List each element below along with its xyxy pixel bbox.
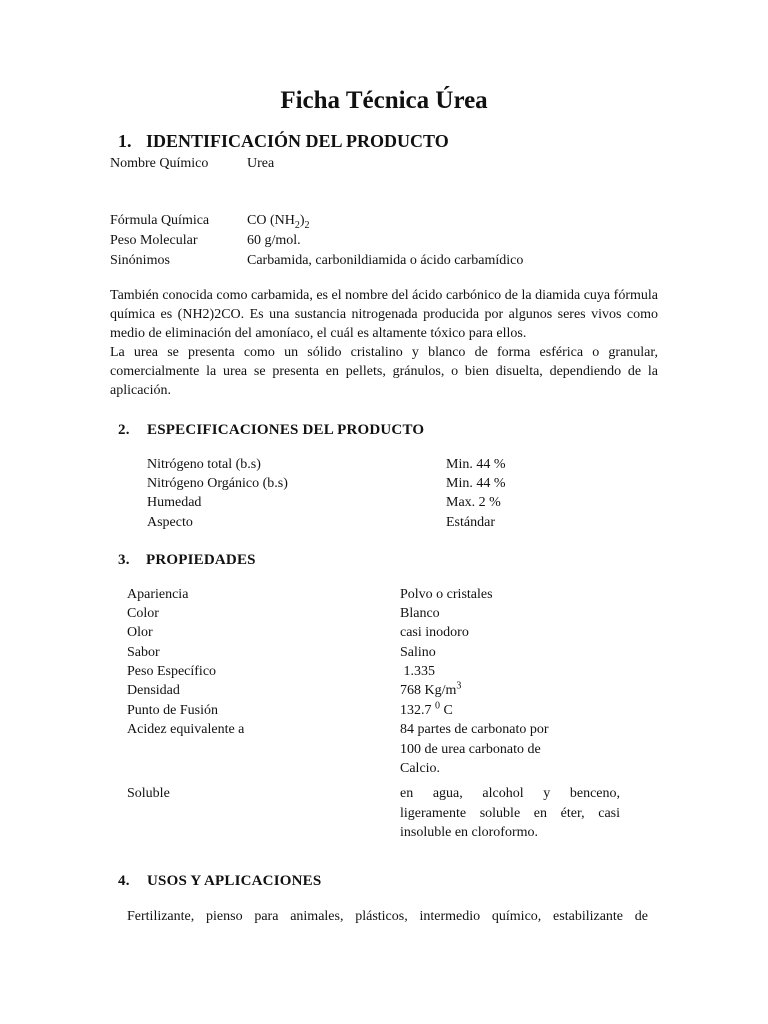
section-3-heading: PROPIEDADES bbox=[146, 552, 256, 568]
melting-point-value: 132.7 bbox=[400, 703, 435, 718]
property-value: en agua, alcohol y benceno, ligeramente soluble en éter, casi insoluble en cloroformo. bbox=[400, 786, 620, 840]
property-value-line: 84 partes de carbonato por bbox=[400, 722, 549, 737]
property-value bbox=[400, 681, 461, 700]
row-value: Urea bbox=[247, 156, 275, 171]
spec-value: Min. 44 % bbox=[446, 476, 506, 491]
section-1-heading: IDENTIFICACIÓN DEL PRODUCTO bbox=[146, 131, 449, 151]
row-label: Peso Molecular bbox=[110, 233, 198, 248]
property-label: Peso Específico bbox=[127, 664, 217, 679]
property-label: Acidez equivalente a bbox=[127, 722, 245, 737]
section-2-number: 2. bbox=[118, 422, 130, 438]
section-3-number: 3. bbox=[118, 552, 130, 568]
description-block bbox=[110, 286, 658, 400]
spec-label: Aspecto bbox=[147, 515, 193, 530]
section-4-number: 4. bbox=[118, 873, 130, 889]
formula-subscript: 2 bbox=[304, 219, 310, 231]
document-title: Ficha Técnica Úrea bbox=[280, 87, 488, 114]
row-label: Nombre Químico bbox=[110, 156, 209, 171]
property-value: Polvo o cristales bbox=[400, 587, 493, 602]
property-value bbox=[400, 701, 453, 720]
density-superscript: 3 bbox=[456, 680, 462, 692]
property-label: Sabor bbox=[127, 645, 160, 660]
property-value: casi inodoro bbox=[400, 625, 469, 640]
spec-label: Humedad bbox=[147, 495, 202, 510]
degree-superscript: 0 bbox=[435, 700, 440, 712]
description-paragraph: La urea se presenta como un sólido cristalino y blanco de forma esférica o granular, comercialmente la urea se presenta en pellets, gránulos, o bien disuelta, dependiendo de la aplicación. bbox=[110, 345, 658, 398]
property-label: Punto de Fusión bbox=[127, 703, 219, 718]
formula-part: CO (NH bbox=[247, 213, 295, 228]
density-value: 768 Kg/m bbox=[400, 683, 457, 698]
description-paragraph: También conocida como carbamida, es el nombre del ácido carbónico de la diamida cuya fórmula química es (NH2)2CO. Es una sustancia nitrogenada producida por algunos seres vivos como medio de eliminación del amoníaco, el cuál es altamente tóxico para ellos. bbox=[110, 288, 658, 341]
uses-paragraph: Fertilizante, pienso para animales, plásticos, intermedio químico, estabilizante de bbox=[127, 909, 648, 924]
formula-subscript: 2 bbox=[294, 219, 300, 231]
property-label: Apariencia bbox=[127, 587, 189, 602]
formula-part: ) bbox=[299, 213, 305, 228]
property-value: Blanco bbox=[400, 606, 440, 621]
property-value: 1.335 bbox=[400, 664, 435, 679]
spec-value: Estándar bbox=[446, 515, 495, 530]
section-1-number: 1. bbox=[118, 131, 132, 151]
property-value-line: 100 de urea carbonato de bbox=[400, 742, 541, 757]
spec-value: Min. 44 % bbox=[446, 457, 506, 472]
row-label: Sinónimos bbox=[110, 253, 170, 268]
spec-value: Max. 2 % bbox=[446, 495, 501, 510]
row-value: Carbamida, carbonildiamida o ácido carbamídico bbox=[247, 253, 524, 268]
row-value: 60 g/mol. bbox=[247, 233, 301, 248]
property-label: Color bbox=[127, 606, 159, 621]
property-label: Densidad bbox=[127, 683, 180, 698]
section-4-heading: USOS Y APLICACIONES bbox=[147, 873, 322, 889]
section-2-heading: ESPECIFICACIONES DEL PRODUCTO bbox=[147, 422, 425, 438]
property-value-line: Calcio. bbox=[400, 761, 441, 776]
property-label: Olor bbox=[127, 625, 153, 640]
row-label: Fórmula Química bbox=[110, 213, 210, 228]
property-value: Salino bbox=[400, 645, 436, 660]
spec-label: Nitrógeno total (b.s) bbox=[147, 457, 261, 472]
chemical-formula bbox=[247, 211, 310, 230]
melting-point-unit: C bbox=[440, 703, 453, 718]
spec-label: Nitrógeno Orgánico (b.s) bbox=[147, 476, 288, 491]
property-label: Soluble bbox=[127, 786, 170, 801]
